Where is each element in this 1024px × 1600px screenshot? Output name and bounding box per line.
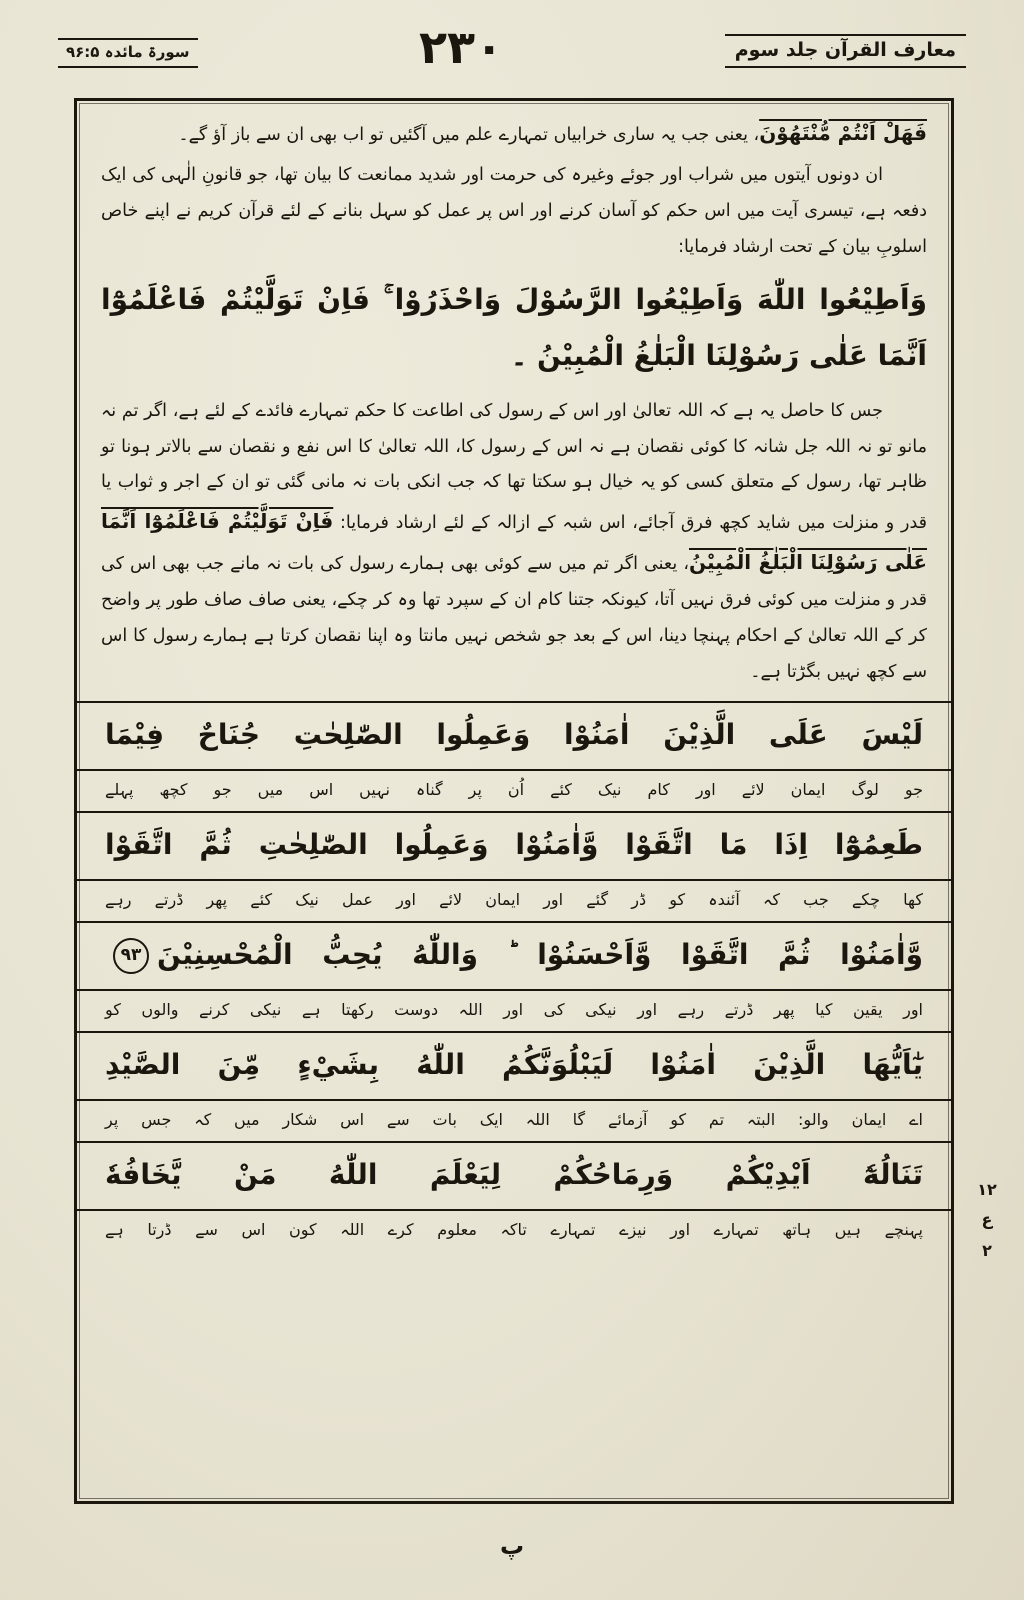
quran-verse-line: طَعِمُوْٓا اِذَا مَا اتَّقَوْا وَّاٰمَنُوْا وَعَمِلُوا الصّٰلِحٰتِ ثُمَّ اتَّقَوْا bbox=[77, 811, 951, 879]
commentary-paragraph: ان دونوں آیتوں میں شراب اور جوئے وغیرہ کی حرمت اور شدید ممانعت کا بیان تھا، جو قانونِ الٰہی کی ایک دفعہ ہے، تیسری آیت میں اس حکم کو آسان کرنے اور اس پر عمل کو سہل بنانے کے لئے قرآن کریم نے اپنے خاص اسلوبِ بیان کے تحت ارشاد فرمایا: bbox=[101, 165, 927, 257]
book-title: معارف القرآن جلد سوم bbox=[725, 34, 966, 68]
verse-translation-table bbox=[77, 701, 951, 1251]
urdu-translation-line: جو لوگ ایمان لائے اور کام نیک کئے اُن پر گناہ نہیں اس میں جو کچھ پہلے bbox=[77, 769, 951, 811]
verse-number-badge: ۹۳ bbox=[113, 938, 149, 974]
catchword: پ bbox=[499, 1532, 525, 1560]
urdu-translation-line: اور یقین کیا پھر ڈرتے رہے اور نیکی کی اور اللہ دوست رکھتا ہے نیکی کرنے والوں کو bbox=[77, 989, 951, 1031]
quran-verse-line: لَيْسَ عَلَى الَّذِيْنَ اٰمَنُوْا وَعَمِلُوا الصّٰلِحٰتِ جُنَاحٌ فِيْمَا bbox=[77, 701, 951, 769]
commentary-text: ، یعنی جب یہ ساری خرابیاں تمہارے علم میں آگئیں تو اب بھی ان سے باز آؤ گے۔ bbox=[178, 125, 760, 145]
margin-ruku-marker bbox=[964, 1175, 1010, 1266]
margin-juz-number: ۱۲ bbox=[977, 1180, 997, 1199]
urdu-translation-line: اے ایمان والو: البتہ تم کو آزمائے گا اللہ ایک بات سے اس شکار میں کہ جس پر bbox=[77, 1099, 951, 1141]
commentary-paragraph bbox=[101, 394, 927, 691]
quran-verse-line: تَنَالُهٗٓ اَيْدِيْكُمْ وَرِمَاحُكُمْ لِيَعْلَمَ اللّٰهُ مَنْ يَّخَافُهٗ bbox=[77, 1141, 951, 1209]
surah-reference: سورۃ مائدہ ۹۶:۵ bbox=[58, 38, 198, 68]
quran-verse-line: يٰٓاَيُّهَا الَّذِيْنَ اٰمَنُوْا لَيَبْلُوَنَّكُمُ اللّٰهُ بِشَيْءٍ مِّنَ الصَّيْدِ bbox=[77, 1031, 951, 1099]
urdu-translation-line: پہنچے ہیں ہاتھ تمہارے اور نیزے تمہارے تاکہ معلوم کرے اللہ کون اس سے ڈرتا ہے bbox=[77, 1209, 951, 1251]
urdu-translation-line: کھا چکے جب کہ آئندہ کو ڈر گئے اور ایمان لائے اور عمل نیک کئے پھر ڈرتے رہے bbox=[77, 879, 951, 921]
inline-arabic-quote: فَاِنْ تَوَلَّيْتُمْ فَاعْلَمُوْٓا اَنَّمَا عَلٰى رَسُوْلِنَا الْبَلٰغُ الْمُبِيْنُ bbox=[101, 509, 928, 575]
quran-verse-line bbox=[77, 921, 951, 989]
margin-ruku-number: ۲ bbox=[982, 1240, 992, 1260]
quran-verse-text: وَّاٰمَنُوْا ثُمَّ اتَّقَوْا وَّاَحْسَنُوْا ؕ وَاللّٰهُ يُحِبُّ الْمُحْسِنِيْنَ bbox=[157, 937, 923, 971]
commentary-paragraph bbox=[101, 113, 927, 154]
page-number: ۲۳۰ bbox=[418, 20, 504, 74]
commentary-text: جس کا حاصل یہ ہے کہ اللہ تعالیٰ اور اس کے رسول کی اطاعت کا حکم تمہارے فائدے کے لئے ہے، اگر تم نہ مانو تو نہ اللہ جل شانہ کا کوئی نقصان ہے نہ اس کے رسول کا، اللہ تعالیٰ کا اس نفع و نقصان سے بالاتر ہونا تو ظاہر تھا، رسول کے متعلق کسی کو یہ خیال ہو سکتا تھا کہ جب انکی بات نہ مانی گئی تو ان کے اجر و ثواب یا قدر و منزلت میں شاید کچھ فرق آجائے، اس شبہ کے ازالہ کے لئے ارشاد فرمایا: bbox=[101, 400, 928, 534]
commentary-text: ، یعنی اگر تم میں سے کوئی بھی ہمارے رسول کی بات نہ مانے جب بھی اس کی قدر و منزلت میں کوئی فرق نہیں آتا، کیونکہ جتنا کام ان کے سپرد تھا وہ کر چکے، یعنی صاف صاف طور پر واضح کر کے اللہ تعالیٰ کے احکام پہنچا دینا، اس کے بعد جو شخص نہیں مانتا وہ اپنا نقصان کرتا ہے ہمارے رسول کا اس سے کچھ نہیں بگڑتا ہے۔ bbox=[101, 554, 927, 682]
margin-ain-mark: ع bbox=[981, 1210, 993, 1230]
main-text-box bbox=[74, 98, 954, 1504]
page-header bbox=[58, 20, 966, 74]
inline-arabic-quote: فَهَلْ اَنْتُمْ مُّنْتَهُوْنَ bbox=[759, 121, 927, 145]
quran-verse-block: وَاَطِيْعُوا اللّٰهَ وَاَطِيْعُوا الرَّسُوْلَ وَاحْذَرُوْا ۚ فَاِنْ تَوَلَّيْتُمْ فَاعْلَمُوْٓا اَنَّمَا عَلٰى رَسُوْلِنَا الْبَلٰغُ الْمُبِيْنُ ۔ bbox=[101, 282, 927, 372]
